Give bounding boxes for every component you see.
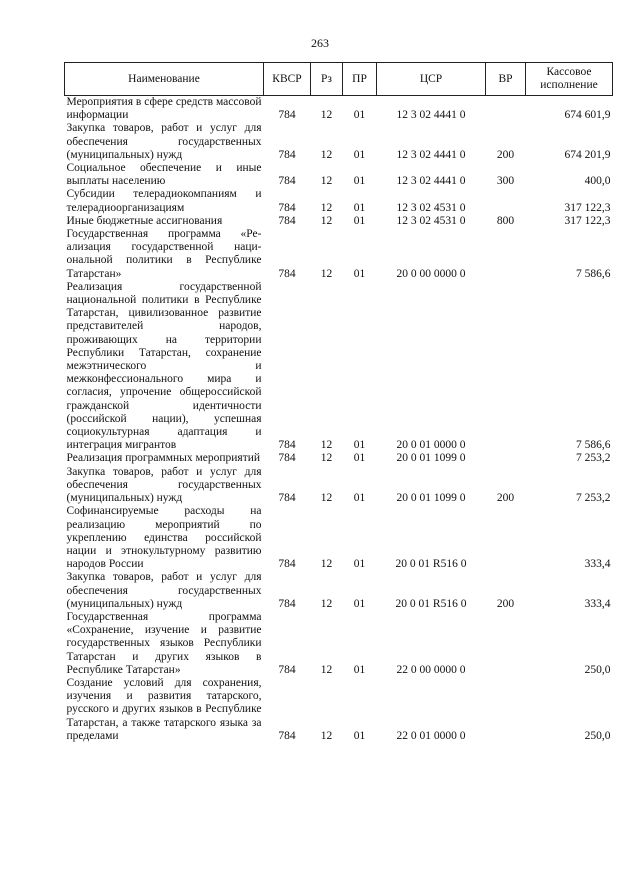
cell-csr: 20 0 01 0000 0 — [396, 439, 466, 452]
cell-vr — [486, 611, 526, 677]
cell-kvsr: 784 — [278, 201, 296, 214]
cell-sum: 250,0 — [584, 663, 611, 676]
cell-pr: 01 — [353, 175, 366, 188]
cell-rz: 12 — [320, 492, 333, 505]
cell-rz: 12 — [320, 267, 333, 280]
cell-kvsr: 784 — [278, 558, 296, 571]
cell-name: Государственная программа «Реализация государственной национальной политики в Республике Татарстан» — [66, 228, 262, 280]
cell-vr: 800 — [496, 214, 515, 227]
table-row — [65, 162, 613, 188]
cell-csr: 22 0 00 0000 0 — [396, 663, 466, 676]
cell-sum: 674 201,9 — [564, 148, 611, 161]
cell-sum: 333,4 — [584, 558, 611, 571]
cell-rz: 12 — [320, 148, 333, 161]
cell-rz: 12 — [320, 201, 333, 214]
cell-rz: 12 — [320, 439, 333, 452]
cell-sum: 7 253,2 — [576, 452, 611, 465]
cell-vr — [486, 452, 526, 465]
cell-pr: 01 — [353, 492, 366, 505]
cell-rz: 12 — [320, 663, 333, 676]
table-row — [65, 452, 613, 465]
cell-name: Создание условий для сохранения, изучения и развития татарского, русского и других языков в Республике Татарстан, а также татарского языка за пределами — [66, 676, 262, 742]
cell-csr: 12 3 02 4441 0 — [396, 175, 466, 188]
cell-kvsr: 784 — [278, 148, 296, 161]
table-body — [65, 96, 613, 743]
cell-vr — [486, 281, 526, 453]
cell-rz: 12 — [320, 729, 333, 742]
cell-rz: 12 — [320, 214, 333, 227]
table-row — [65, 215, 613, 228]
cell-rz: 12 — [320, 597, 333, 610]
table-row — [65, 677, 613, 743]
cell-name: Государственная программа «Сохранение, изучение и развитие государственных языков Республики Татарстан и других языков в Республике Татарстан» — [66, 610, 262, 676]
cell-sum: 317 122,3 — [564, 214, 611, 227]
cell-vr — [486, 677, 526, 743]
cell-vr: 200 — [496, 492, 515, 505]
cell-name: Иные бюджетные ассигнования — [66, 214, 223, 227]
cell-csr: 20 0 00 0000 0 — [396, 267, 466, 280]
cell-kvsr: 784 — [278, 597, 296, 610]
cell-pr: 01 — [353, 148, 366, 161]
cell-kvsr: 784 — [278, 452, 296, 465]
cell-pr: 01 — [353, 267, 366, 280]
cell-pr: 01 — [353, 729, 366, 742]
cell-csr: 20 0 01 R516 0 — [395, 597, 467, 610]
cell-sum: 7 586,6 — [576, 439, 611, 452]
cell-sum: 250,0 — [584, 729, 611, 742]
table-row — [65, 188, 613, 214]
cell-name: Софинансируемые расходы на реализацию мероприятий по укреплению единства российской нации и этнокультурному развитию народов России — [66, 505, 262, 571]
cell-sum: 7 253,2 — [576, 492, 611, 505]
cell-pr: 01 — [353, 439, 366, 452]
cell-rz: 12 — [320, 558, 333, 571]
cell-vr — [486, 96, 526, 123]
header-name: Наименование — [65, 63, 264, 96]
cell-kvsr: 784 — [278, 729, 296, 742]
cell-sum: 317 122,3 — [564, 201, 611, 214]
cell-sum: 7 586,6 — [576, 267, 611, 280]
header-sum: Кассовое исполнение — [526, 63, 613, 96]
table-row — [65, 611, 613, 677]
cell-name: Реализация государственной национальной политики в Республике Татарстан, цивилизованное развитие представителей народов, проживающих на территории Республики Татарстан, сохранение межэтнического и межконфессионального мира и согласия, упрочение общероссийской гражданской идентичности (российской нации), успешная социокультурная адаптация и интеграция мигрантов — [66, 280, 262, 452]
cell-pr: 01 — [353, 109, 366, 122]
cell-sum: 674 601,9 — [564, 109, 611, 122]
header-pr: ПР — [343, 63, 377, 96]
table-row — [65, 281, 613, 453]
cell-name: Мероприятия в сфере средств массовой информации — [66, 96, 262, 122]
header-vr: ВР — [486, 63, 526, 96]
table-row — [65, 96, 613, 123]
cell-vr — [486, 188, 526, 214]
cell-kvsr: 784 — [278, 175, 296, 188]
table-row — [65, 466, 613, 506]
cell-pr: 01 — [353, 201, 366, 214]
cell-csr: 12 3 02 4441 0 — [396, 109, 466, 122]
cell-pr: 01 — [353, 452, 366, 465]
cell-kvsr: 784 — [278, 109, 296, 122]
header-rz: Рз — [311, 63, 343, 96]
cell-csr: 20 0 01 R516 0 — [395, 558, 467, 571]
table-row — [65, 571, 613, 611]
cell-sum: 400,0 — [584, 175, 611, 188]
table-row — [65, 228, 613, 281]
cell-vr: 200 — [496, 148, 515, 161]
cell-rz: 12 — [320, 175, 333, 188]
table-header-row — [65, 63, 613, 96]
table-row — [65, 505, 613, 571]
cell-name: Закупка товаров, работ и услуг для обеспечения государственных (муниципальных) нужд — [66, 571, 262, 610]
header-csr: ЦСР — [377, 63, 486, 96]
cell-rz: 12 — [320, 109, 333, 122]
cell-kvsr: 784 — [278, 214, 296, 227]
budget-table — [64, 62, 613, 743]
cell-kvsr: 784 — [278, 663, 296, 676]
cell-vr — [486, 505, 526, 571]
cell-name: Закупка товаров, работ и услуг для обеспечения государственных (муниципальных) нужд — [66, 122, 262, 161]
cell-csr: 22 0 01 0000 0 — [396, 729, 466, 742]
cell-pr: 01 — [353, 663, 366, 676]
cell-name: Закупка товаров, работ и услуг для обеспечения государственных (муниципальных) нужд — [66, 465, 262, 505]
cell-name: Субсидии телерадиокомпаниям и телерадиоорганизациям — [66, 188, 262, 214]
header-kvsr: КВСР — [264, 63, 311, 96]
cell-sum: 333,4 — [584, 597, 611, 610]
cell-kvsr: 784 — [278, 267, 296, 280]
cell-vr: 200 — [496, 597, 515, 610]
cell-name: Социальное обеспечение и иные выплаты населению — [66, 162, 262, 188]
table-row — [65, 122, 613, 162]
cell-csr: 20 0 01 1099 0 — [396, 452, 466, 465]
cell-kvsr: 784 — [278, 492, 296, 505]
page-number: 263 — [311, 36, 329, 50]
cell-csr: 12 3 02 4531 0 — [396, 214, 466, 227]
cell-vr — [486, 228, 526, 281]
cell-vr: 300 — [496, 175, 515, 188]
cell-pr: 01 — [353, 558, 366, 571]
cell-pr: 01 — [353, 597, 366, 610]
cell-pr: 01 — [353, 214, 366, 227]
cell-csr: 12 3 02 4441 0 — [396, 148, 466, 161]
cell-rz: 12 — [320, 452, 333, 465]
cell-name: Реализация программных мероприятий — [66, 452, 261, 465]
cell-csr: 12 3 02 4531 0 — [396, 201, 466, 214]
cell-csr: 20 0 01 1099 0 — [396, 492, 466, 505]
cell-kvsr: 784 — [278, 439, 296, 452]
